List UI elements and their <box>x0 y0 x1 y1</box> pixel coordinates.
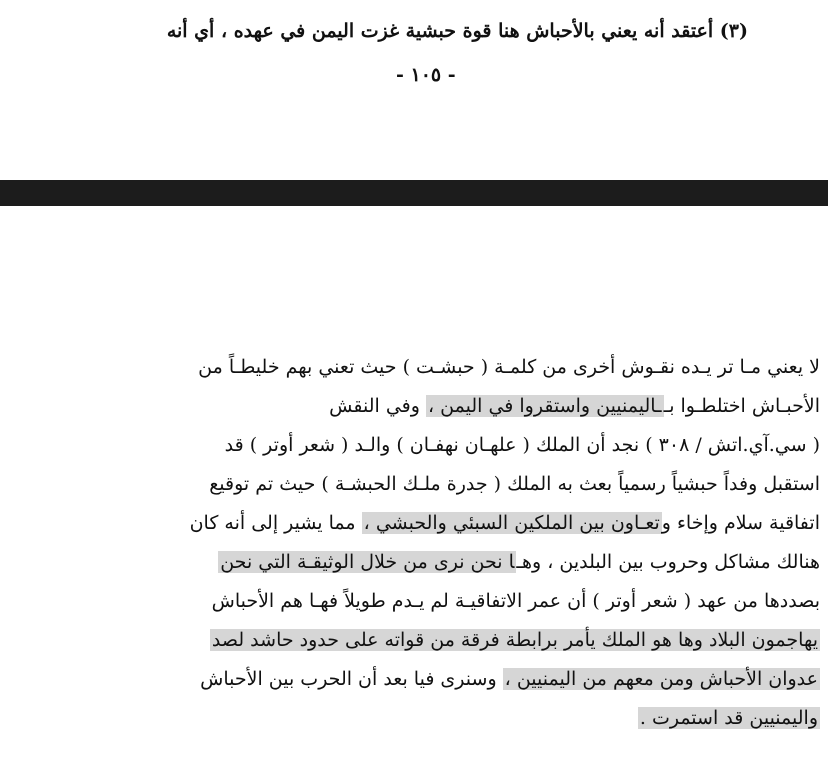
line-text: بصددها من عهد ( شعر أوتر ) أن عمر الاتفاقيـة لم يـدم طويلاً فهـا هم الأحباش <box>211 590 820 612</box>
line-text: ( سي.آي.اتش / ٣٠٨ ) نجد أن الملك ( علهـان نهفـان ) والـد ( شعر أوتر ) قد <box>224 434 820 456</box>
highlighted-text: واليمنيين قد استمرت . <box>639 707 818 729</box>
highlighted-text: عدوان الأحباش ومن معهم من اليمنيين ، <box>504 668 818 690</box>
text-line <box>225 430 820 460</box>
text-line <box>198 352 820 382</box>
highlighted-text: ا نحن نرى من خلال الوثيقـة التي نحن <box>220 551 515 573</box>
text-line <box>210 625 820 655</box>
text-line <box>190 508 820 538</box>
line-text: لا يعني مـا تر يـده نقـوش أخرى من كلمـة ( حبشـت ) حيث تعني بهم خليطـاً من <box>198 356 820 378</box>
text-line <box>329 391 820 421</box>
line-text: الأحبـاش اختلطـوا بـ <box>663 395 820 417</box>
page-divider <box>0 180 828 206</box>
text-line <box>212 586 820 616</box>
line-text: وفي النقش <box>329 395 426 417</box>
text-line <box>209 469 820 499</box>
lower-page-scan <box>0 206 828 779</box>
text-line <box>200 664 820 694</box>
text-line <box>638 703 820 733</box>
highlighted-text: يهاجمون البلاد وها هو الملك يأمر برابطة فرقة من قواته على حدود حاشد لصد <box>211 629 818 651</box>
highlighted-text: تعـاون بين الملكين السبئي والحبشي ، <box>363 512 660 534</box>
page-number: - ١٠٥ - <box>396 64 456 86</box>
line-text: هنالك مشاكل وحروب بين البلدين ، وهـ <box>516 551 820 573</box>
line-text: استقبل وفداً حبشياً رسمياً بعث به الملك ( جدرة ملـك الحبشـة ) حيث تم توقيع <box>209 473 820 495</box>
line-text: وسنرى فيا بعد أن الحرب بين الأحباش <box>200 668 503 690</box>
text-line <box>218 547 820 577</box>
upper-page-scan <box>0 0 828 180</box>
footnote-text: (٣) أعتقد أنه يعني بالأحباش هنا قوة حبشية غزت اليمن في عهده ، أي أنه <box>166 20 748 42</box>
line-text: اتفاقية سلام وإخاء و <box>661 512 820 534</box>
highlighted-text: ـاليمنيين واستقروا في اليمن ، <box>427 395 662 417</box>
line-text: مما يشير إلى أنه كان <box>189 512 362 534</box>
